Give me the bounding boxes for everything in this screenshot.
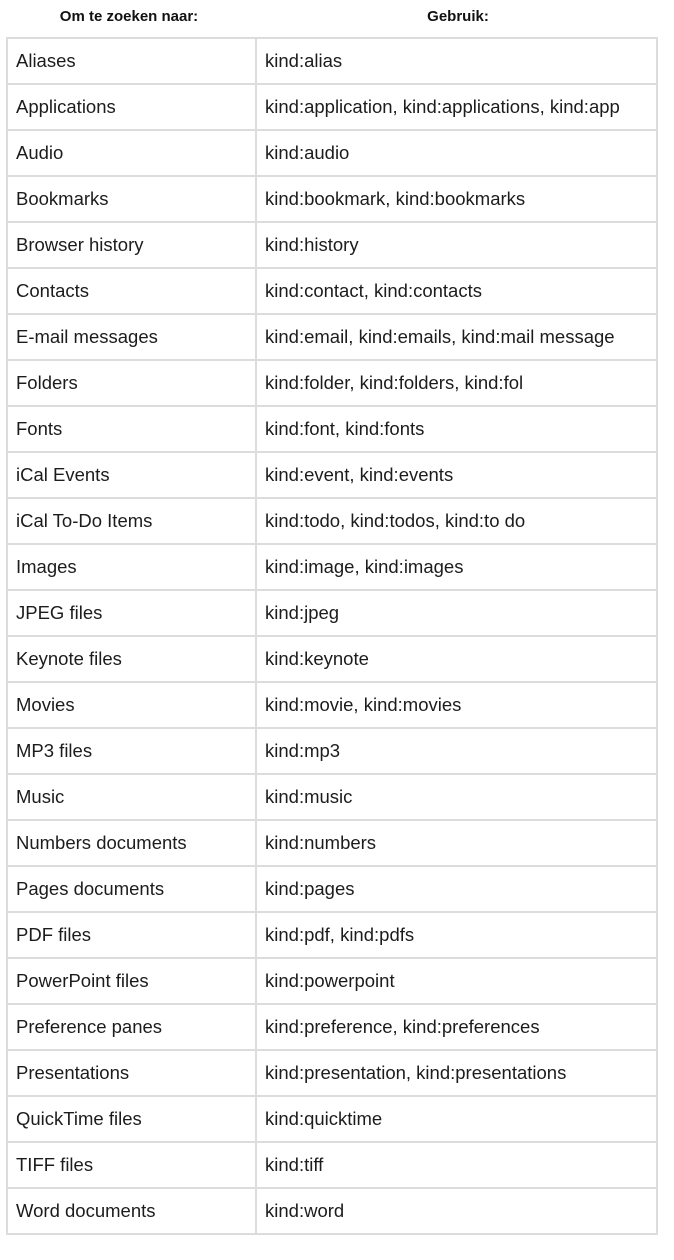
search-term-cell: Images [8,545,257,591]
search-term-cell: Audio [8,131,257,177]
search-term-cell: Fonts [8,407,257,453]
kind-usage-cell: kind:music [257,775,658,821]
search-term-cell: Browser history [8,223,257,269]
search-term-cell: iCal Events [8,453,257,499]
kind-usage-cell: kind:movie, kind:movies [257,683,658,729]
search-term-cell: Aliases [8,39,257,85]
search-term-cell: QuickTime files [8,1097,257,1143]
kind-usage-cell: kind:jpeg [257,591,658,637]
table-row [8,499,658,545]
kind-usage-cell: kind:quicktime [257,1097,658,1143]
kind-usage-cell: kind:powerpoint [257,959,658,1005]
table-row [8,1051,658,1097]
kind-usage-cell: kind:pages [257,867,658,913]
table-row [8,361,658,407]
search-term-cell: iCal To-Do Items [8,499,257,545]
search-term-cell: MP3 files [8,729,257,775]
table-row [8,1097,658,1143]
table-row [8,729,658,775]
kind-usage-cell: kind:contact, kind:contacts [257,269,658,315]
table-row [8,545,658,591]
search-term-cell: Numbers documents [8,821,257,867]
search-term-cell: Keynote files [8,637,257,683]
table-row [8,775,658,821]
kind-table-body [8,39,658,1235]
kind-usage-cell: kind:font, kind:fonts [257,407,658,453]
kind-usage-cell: kind:email, kind:emails, kind:mail message [257,315,658,361]
kind-usage-cell: kind:audio [257,131,658,177]
table-row [8,85,658,131]
search-term-cell: Movies [8,683,257,729]
search-term-cell: PowerPoint files [8,959,257,1005]
kind-usage-cell: kind:pdf, kind:pdfs [257,913,658,959]
table-row [8,315,658,361]
table-row [8,867,658,913]
kind-usage-cell: kind:numbers [257,821,658,867]
table-row [8,1189,658,1235]
search-term-cell: Applications [8,85,257,131]
search-term-cell: Contacts [8,269,257,315]
kind-usage-cell: kind:event, kind:events [257,453,658,499]
kind-usage-cell: kind:word [257,1189,658,1235]
search-term-cell: Music [8,775,257,821]
search-term-cell: Folders [8,361,257,407]
table-row [8,177,658,223]
search-term-cell: Word documents [8,1189,257,1235]
search-term-cell: Bookmarks [8,177,257,223]
table-header [0,0,674,36]
kind-usage-cell: kind:image, kind:images [257,545,658,591]
table-row [8,39,658,85]
kind-usage-cell: kind:keynote [257,637,658,683]
kind-table-container [6,37,658,1235]
kind-usage-cell: kind:preference, kind:preferences [257,1005,658,1051]
kind-usage-cell: kind:history [257,223,658,269]
table-row [8,453,658,499]
table-row [8,683,658,729]
search-term-cell: PDF files [8,913,257,959]
kind-usage-cell: kind:bookmark, kind:bookmarks [257,177,658,223]
kind-usage-cell: kind:presentation, kind:presentations [257,1051,658,1097]
kind-usage-cell: kind:alias [257,39,658,85]
table-row [8,637,658,683]
search-term-cell: Preference panes [8,1005,257,1051]
table-row [8,131,658,177]
table-row [8,591,658,637]
table-row [8,269,658,315]
table-row [8,1143,658,1189]
search-term-cell: Pages documents [8,867,257,913]
kind-usage-cell: kind:folder, kind:folders, kind:fol [257,361,658,407]
kind-usage-cell: kind:mp3 [257,729,658,775]
column-header-use: Gebruik: [427,8,489,25]
kind-usage-cell: kind:todo, kind:todos, kind:to do [257,499,658,545]
table-row [8,1005,658,1051]
search-term-cell: JPEG files [8,591,257,637]
table-row [8,407,658,453]
kind-usage-cell: kind:tiff [257,1143,658,1189]
table-row [8,821,658,867]
column-header-search-for: Om te zoeken naar: [59,8,199,25]
table-row [8,223,658,269]
search-term-cell: TIFF files [8,1143,257,1189]
search-term-cell: E-mail messages [8,315,257,361]
table-row [8,959,658,1005]
kind-usage-cell: kind:application, kind:applications, kind:app [257,85,658,131]
kind-table [6,37,658,1235]
table-row [8,913,658,959]
search-term-cell: Presentations [8,1051,257,1097]
